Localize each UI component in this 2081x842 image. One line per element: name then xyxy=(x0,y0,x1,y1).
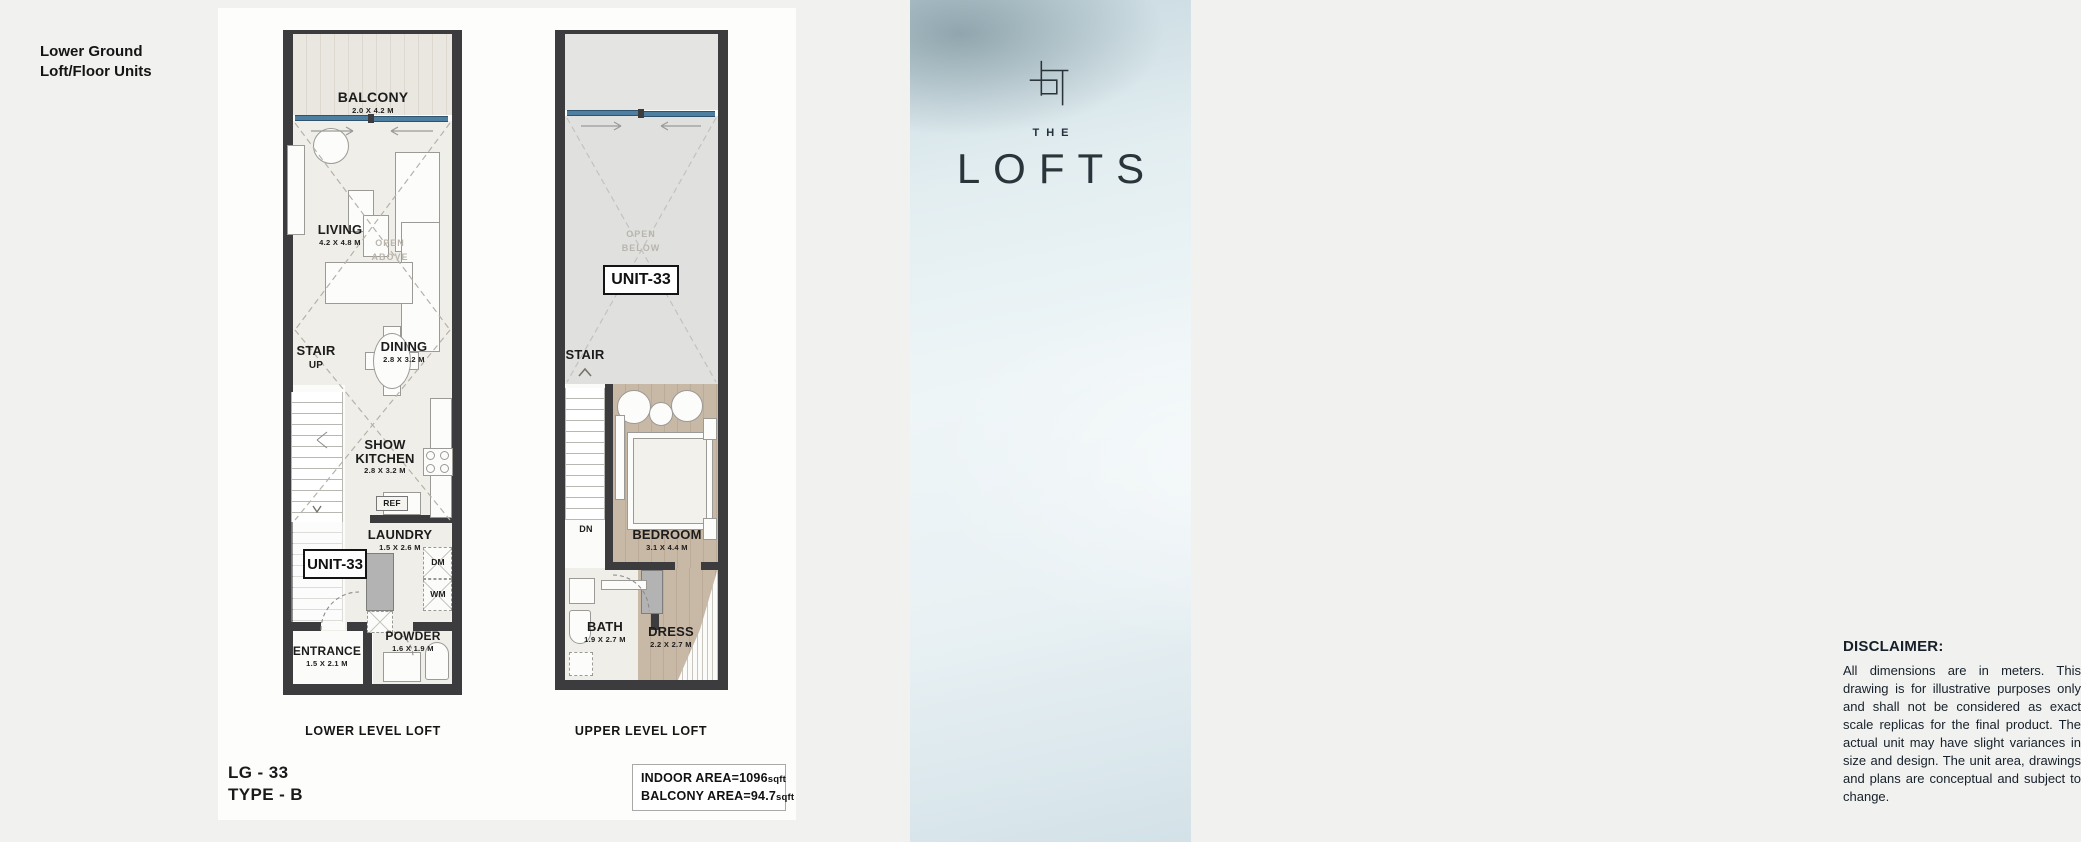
balcony-name: BALCONY xyxy=(337,89,409,105)
burner-4 xyxy=(440,464,449,473)
dress-name: DRESS xyxy=(648,624,694,639)
bath-dim: 1.9 X 2.7 M xyxy=(584,634,626,644)
page-title xyxy=(40,42,152,83)
wall-bottom xyxy=(555,680,728,690)
tv-bench xyxy=(325,262,413,304)
lower-unit-tag: UNIT-33 xyxy=(303,549,367,579)
brand-panel xyxy=(910,0,2081,842)
dress-label xyxy=(635,625,707,649)
terrace-void-floor xyxy=(565,34,718,110)
bath-label xyxy=(565,620,645,644)
ref-label: REF xyxy=(376,496,408,511)
stair-name: STAIR xyxy=(565,347,605,362)
page-title-line2: Loft/Floor Units xyxy=(40,63,152,81)
laundry-dim: 1.5 X 2.6 M xyxy=(379,542,421,552)
unit-code-line2: TYPE - B xyxy=(228,785,303,805)
page-title-line1: Lower Ground xyxy=(40,43,143,60)
dm-label: DM xyxy=(431,557,445,567)
disclaimer-heading: DISCLAIMER: xyxy=(1843,638,1944,655)
stair-label xyxy=(285,344,347,371)
lower-plan-caption: LOWER LEVEL LOFT xyxy=(305,724,441,738)
wall-dress-top xyxy=(701,562,718,570)
powder-name: POWDER xyxy=(385,629,441,643)
wall-bath-top xyxy=(605,562,675,570)
area-summary-box xyxy=(632,764,795,811)
bedroom-dim: 3.1 X 4.4 M xyxy=(646,542,688,552)
brand-the: THE xyxy=(1032,127,1076,139)
bath-vanity xyxy=(569,578,595,604)
brand-lockup xyxy=(910,58,1191,193)
wall-top xyxy=(565,30,718,34)
dress-dim: 2.2 X 2.7 M xyxy=(650,639,692,649)
wall-top xyxy=(293,30,452,34)
bedroom-label xyxy=(617,528,717,552)
dining-name: DINING xyxy=(380,339,428,354)
living-dim: 4.2 X 4.8 M xyxy=(319,237,361,247)
disclaimer-body: All dimensions are in meters. This drawing is for illustrative purposes only and shall not be considered as exact scale replicas for the final product. The actual unit may have slight variances in size and design. The unit area, drawings and plans are conceptual and subject to change. xyxy=(1843,663,2081,804)
lower-level-floorplan xyxy=(283,30,462,695)
lofts-logo-icon xyxy=(1022,58,1080,114)
wall-bottom xyxy=(283,684,462,695)
dining-label xyxy=(357,340,451,364)
upper-level-floorplan xyxy=(555,30,728,690)
stair-treads xyxy=(291,392,343,522)
dining-dim: 2.8 X 3.2 M xyxy=(383,354,425,364)
stair-name: STAIR xyxy=(296,343,336,358)
burner-2 xyxy=(440,451,449,460)
balcony-area-row: BALCONY AREA=94.7sqft xyxy=(641,789,795,804)
bed-duvet xyxy=(633,438,707,524)
round-chair-2 xyxy=(671,390,703,422)
armchair xyxy=(313,128,349,164)
indoor-area-row: INDOOR AREA=1096sqft xyxy=(641,771,786,785)
powder-label xyxy=(375,630,451,652)
bedroom-console xyxy=(615,415,625,500)
upper-slider-left xyxy=(567,110,638,116)
upper-slider-right xyxy=(643,111,715,117)
disclaimer xyxy=(1843,638,2081,806)
kitchen-dim: 2.8 X 3.2 M xyxy=(364,466,406,476)
brand-name: LOFTS xyxy=(956,145,1158,192)
round-side-table xyxy=(649,402,673,426)
open-below-note: OPEN BELOW xyxy=(621,229,661,253)
unit-code xyxy=(228,762,303,806)
upper-unit-tag: UNIT-33 xyxy=(603,265,679,295)
wardrobe-box xyxy=(641,570,663,614)
powder-dim: 1.6 X 1.9 M xyxy=(392,643,434,653)
balcony-slider-right xyxy=(374,116,448,122)
bath-name: BATH xyxy=(587,619,623,634)
upper-plan-caption: UPPER LEVEL LOFT xyxy=(574,724,708,738)
wall-stair-bedroom xyxy=(605,384,613,570)
wall-right xyxy=(718,30,728,690)
laundry-name: LAUNDRY xyxy=(367,527,433,542)
entrance-dim: 1.5 X 2.1 M xyxy=(306,658,348,668)
bedroom-name: BEDROOM xyxy=(632,527,702,542)
stair-label xyxy=(555,348,615,362)
balcony-label xyxy=(323,90,423,115)
open-above-note: OPEN ABOVE xyxy=(371,238,409,262)
stair-treads xyxy=(565,388,605,520)
stair-direction: UP xyxy=(308,359,324,371)
laundry-label xyxy=(353,528,447,552)
nightstand-1 xyxy=(703,418,717,440)
kitchen-label xyxy=(345,438,425,475)
wall-right xyxy=(452,30,462,695)
wm-label: WM xyxy=(430,589,446,599)
dn-label: DN xyxy=(579,524,593,534)
burner-1 xyxy=(426,451,435,460)
balcony-slider-left xyxy=(295,115,368,121)
unit-code-line1: LG - 33 xyxy=(228,763,289,782)
slider-mullion xyxy=(638,109,644,118)
burner-3 xyxy=(426,464,435,473)
entrance-name: ENTRANCE xyxy=(292,644,362,658)
washer-column xyxy=(366,553,394,611)
side-console xyxy=(287,145,305,235)
entrance-label xyxy=(291,645,363,667)
powder-vanity xyxy=(383,652,421,682)
kitchen-name: SHOW KITCHEN xyxy=(355,437,415,466)
shower xyxy=(569,652,593,676)
wall-int-1 xyxy=(283,622,321,631)
bathtub xyxy=(601,580,647,590)
slider-mullion xyxy=(368,114,374,123)
living-name: LIVING xyxy=(317,222,363,237)
balcony-dim: 2.0 X 4.2 M xyxy=(352,105,394,115)
